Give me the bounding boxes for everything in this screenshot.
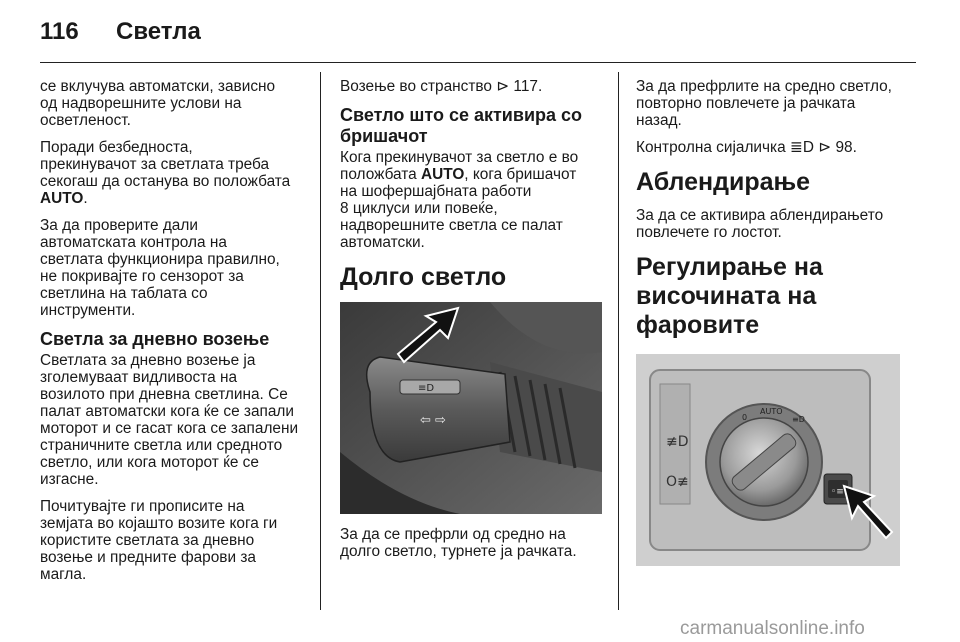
heading-headlight-range: Регулирање на височината на фаровите — [636, 253, 823, 339]
svg-text:O≢: O≢ — [666, 474, 689, 490]
paragraph-daylight: Светлата за дневно возење ја зголемуваат видливоста на возилото при дневна светлина. Се палат автоматски кога ќе се запали моторот и се гасат кога се запалени страничните светла или средното светло, или кога моторот ќе се изгасне. — [40, 352, 299, 488]
svg-text:0: 0 — [742, 413, 748, 422]
paragraph-flash: За да се активира аблендирањето повлечете го лостот. — [636, 207, 884, 241]
page-title: Светла — [116, 18, 201, 45]
svg-text:◦≡: ◦≡ — [831, 487, 844, 497]
svg-text:≢D: ≢D — [666, 434, 689, 450]
paragraph-control-indicator: Контролна сијаличка ≣D ⊳ 98. — [636, 139, 857, 156]
light-stalk — [367, 357, 510, 462]
watermark: carmanualsonline.info — [680, 618, 865, 639]
header-divider — [40, 62, 916, 63]
page-number: 116 — [40, 18, 79, 45]
paragraph-regulations: Почитувајте ги прописите на земјата во којашто возите кога ги користите светлата за дневно возење и предните фарови за магла. — [40, 498, 278, 583]
svg-text:≡D: ≡D — [418, 383, 435, 394]
reference-arrow-icon: ⊳ — [496, 78, 510, 95]
column-divider-2 — [618, 72, 619, 610]
svg-text:≡D: ≡D — [792, 415, 805, 424]
high-beam-indicator-icon: ≣D — [789, 139, 814, 156]
auto-label: AUTO — [420, 166, 465, 183]
heading-daylight-running-lights: Светла за дневно возење — [40, 329, 270, 349]
cross-reference-abroad: Возење во странство ⊳ 117. — [340, 78, 543, 95]
heading-headlight-flash: Аблендирање — [636, 168, 811, 196]
paragraph-low-beam: За да префрлите на средно светло, повторно повлечете ја рачката назад. — [636, 78, 892, 129]
heading-high-beam: Долго светло — [340, 263, 507, 291]
auto-label: AUTO — [40, 190, 84, 207]
page-link-117[interactable]: 117 — [513, 78, 538, 95]
light-stalk-illustration — [340, 302, 602, 514]
figure-light-stalk — [340, 302, 610, 514]
heading-wiper-light: Светло што се активира со бришачот — [340, 105, 583, 146]
figure-headlight-knob — [636, 354, 926, 566]
paragraph-sensor: За да проверите дали автоматската контрола на светлата функционира правилно, не покривајте го сензорот за светлина на таблата со инструменти. — [40, 217, 280, 319]
column-1 — [40, 78, 312, 583]
light-switch-knob — [706, 404, 822, 520]
figure-caption-high-beam: За да се префрли од средно на долго светло, турнете ја рачката. — [340, 526, 577, 560]
paragraph-safety: Поради безбедноста, прекинувачот за светлата треба секогаш да останува во положбата AUTO. — [40, 139, 291, 207]
reference-arrow-icon: ⊳ — [818, 139, 832, 156]
paragraph-wiper: Кога прекинувачот за светло е во положбата AUTO, кога бришачот на шофершајбната работи 8 циклуси или повеќе, надворешните светла се палат автоматски. — [340, 149, 579, 251]
headlight-switch-illustration — [636, 354, 900, 566]
column-3 — [636, 78, 926, 566]
page-link-98[interactable]: 98 — [835, 139, 853, 156]
svg-text:⇦ ⇨: ⇦ ⇨ — [420, 413, 446, 428]
column-divider-1 — [320, 72, 321, 610]
paragraph-auto-light: се вклучува автоматски, зависно од надворешните услови на осветленост. — [40, 78, 276, 129]
svg-text:AUTO: AUTO — [760, 407, 783, 416]
column-2 — [340, 78, 610, 570]
